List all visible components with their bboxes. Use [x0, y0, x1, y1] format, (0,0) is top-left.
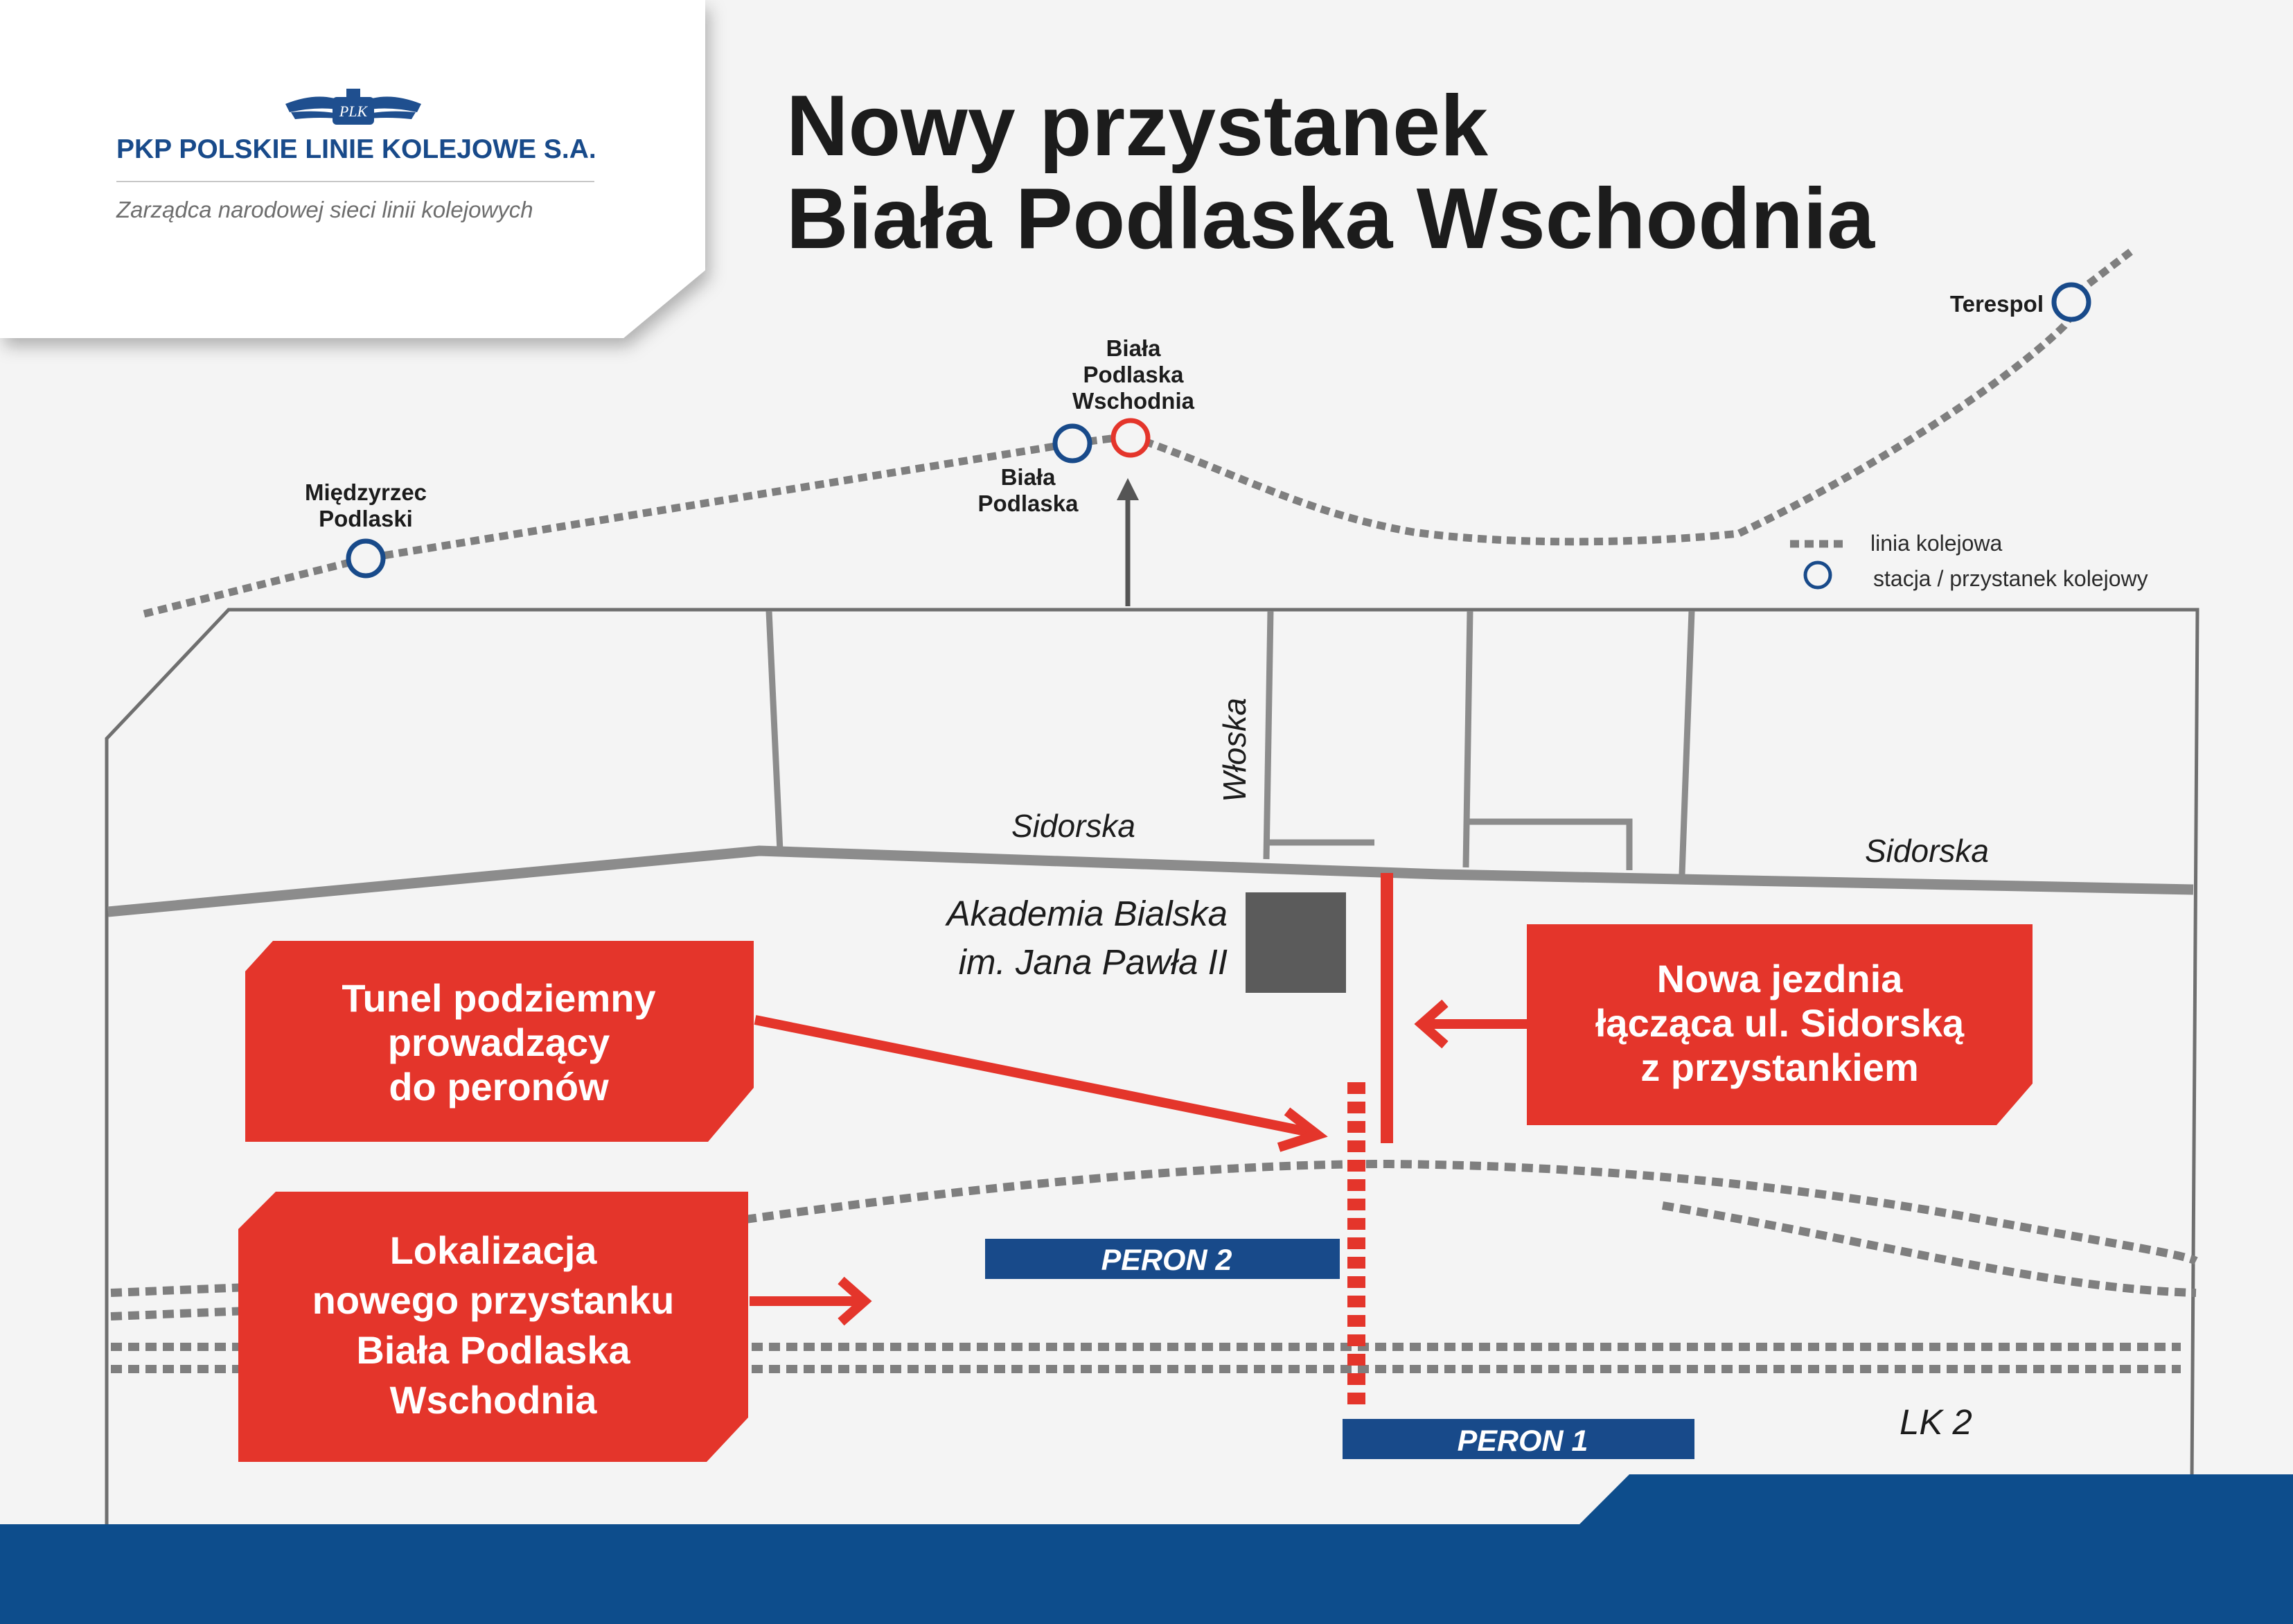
- callout-tunnel-line: Tunel podziemny: [342, 976, 656, 1020]
- platform-1: [1343, 1419, 1694, 1459]
- station-label-line: Terespol: [1949, 291, 2044, 317]
- station-circle-icon: [1055, 426, 1090, 461]
- platform-2: [985, 1239, 1340, 1279]
- legend-station-icon: [1805, 563, 1830, 588]
- station-label-line: Podlaska: [1083, 362, 1184, 387]
- station-circle-icon: [2054, 285, 2089, 319]
- company-tagline: Zarządca narodowej sieci linii kolejowych: [116, 197, 533, 222]
- academy-building: [1246, 892, 1346, 993]
- line-label-lk2: LK 2: [1900, 1402, 1972, 1442]
- company-name: PKP POLSKIE LINIE KOLEJOWE S.A.: [116, 134, 596, 164]
- callout-tunnel-line: do peronów: [389, 1065, 609, 1109]
- title-line-1: Nowy przystanek: [786, 78, 1489, 174]
- platform-2-label: PERON 2: [1101, 1244, 1232, 1277]
- platform-1-label: PERON 1: [1457, 1424, 1588, 1458]
- station-label-line: Biała: [1106, 335, 1161, 361]
- street-label-wloska: Włoska: [1216, 698, 1252, 802]
- station-label-line: Biała: [1000, 464, 1056, 490]
- callout-location-line: Biała Podlaska: [356, 1328, 630, 1372]
- legend-station-label: stacja / przystanek kolejowy: [1873, 566, 2148, 591]
- header-card-shape: [0, 0, 705, 338]
- station-label-line: Międzyrzec: [304, 479, 427, 505]
- legend-line-label: linia kolejowa: [1870, 531, 2003, 556]
- callout-location-line: Wschodnia: [389, 1378, 597, 1422]
- station-circle-icon: [348, 541, 383, 576]
- station-label-line: Podlaska: [977, 491, 1079, 516]
- academy-label-line-1: Akademia Bialska: [946, 894, 1228, 933]
- station-label-line: Podlaski: [319, 506, 413, 531]
- callout-location-line: nowego przystanku: [312, 1278, 675, 1322]
- callout-road-line: łącząca ul. Sidorską: [1595, 1001, 1965, 1045]
- new-station-circle-icon: [1113, 421, 1148, 455]
- header-card: [0, 0, 705, 338]
- callout-tunnel-line: prowadzący: [387, 1021, 610, 1064]
- academy-label-line-2: im. Jana Pawła II: [958, 942, 1228, 982]
- title-line-2: Biała Podlaska Wschodnia: [786, 171, 1875, 267]
- logo-letters: PLK: [339, 103, 368, 120]
- callout-location-line: Lokalizacja: [389, 1228, 597, 1272]
- street-wloska: [1266, 611, 1271, 859]
- callout-road-line: Nowa jezdnia: [1656, 957, 1903, 1000]
- street-label-sidorska: Sidorska: [1011, 808, 1135, 844]
- street-label-sidorska: Sidorska: [1865, 833, 1989, 869]
- station-label-line: Wschodnia: [1072, 388, 1195, 414]
- side-street: [1466, 611, 1470, 867]
- callout-road-line: z przystankiem: [1640, 1045, 1919, 1089]
